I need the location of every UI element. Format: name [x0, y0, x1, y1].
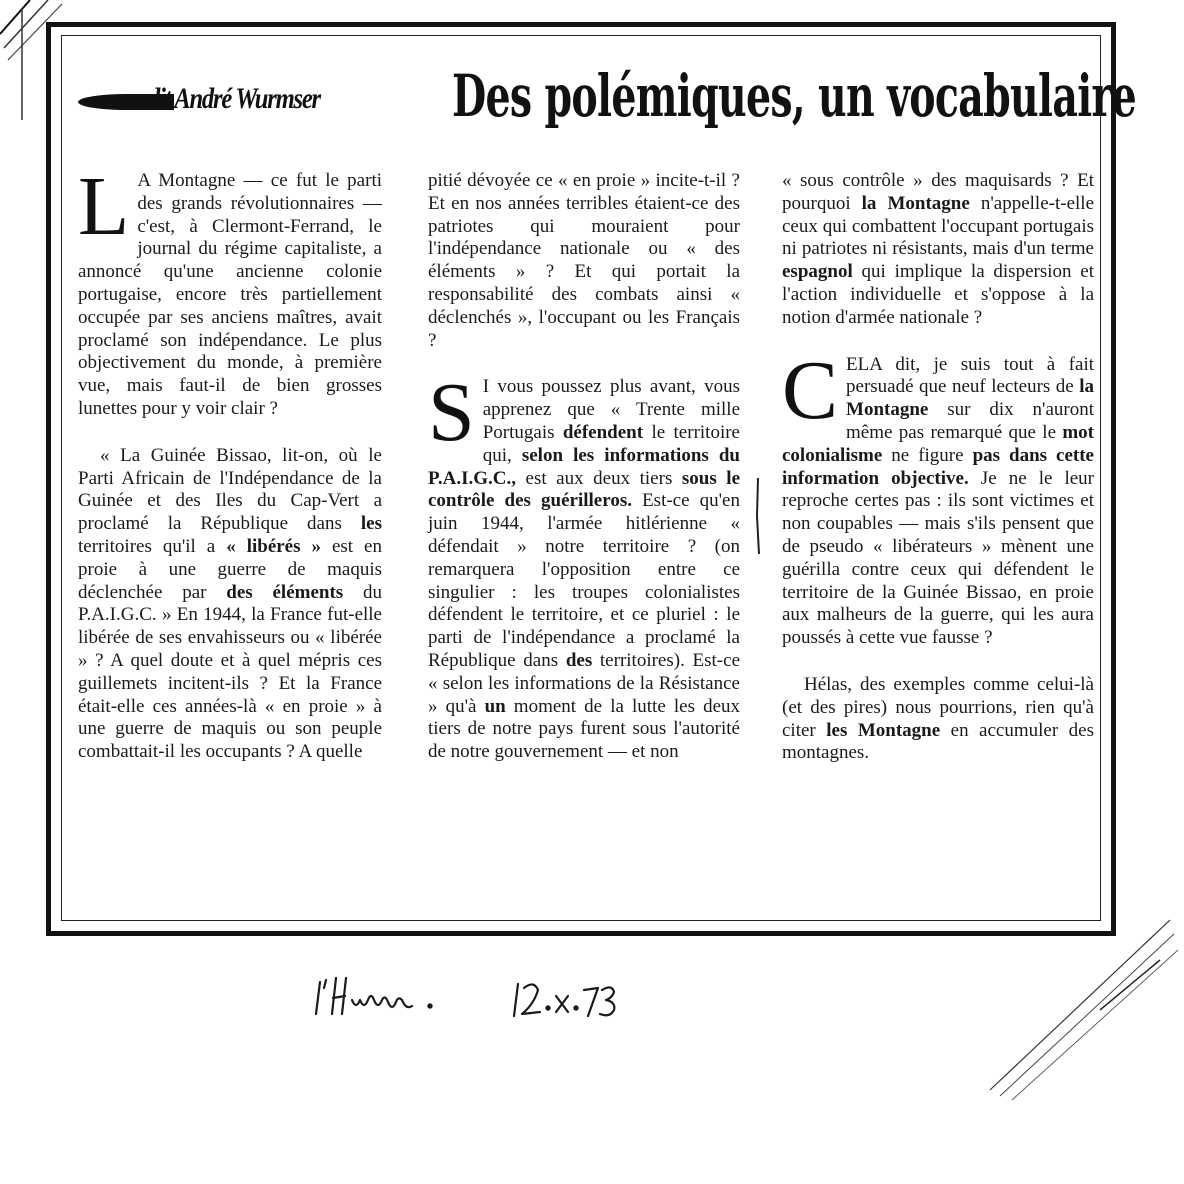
drop-cap: L [78, 160, 130, 253]
paragraph-text: pitié dévoyée ce « en proie » incite-t-il ? Et en nos années terribles étaient-ce des patriotes qui mouraient pour l'indépendance nationale ou « des éléments » ? Et qui portait la responsabilité des combats ainsi « déclenchés », l'occupant ou les Français ? [428, 170, 740, 351]
paragraph [428, 170, 740, 352]
text-run: le territoire qui, [482, 421, 740, 466]
bold-run: défendent [562, 421, 644, 443]
diagonal-pen-strokes-icon [960, 900, 1184, 1120]
text-run: Hélas, des exemples comme celui-là (et des pires) nous pourrions, rien qu'à citer [782, 673, 1094, 741]
text-run: moment de la lutte les deux tiers de notre pays furent sous l'autorité de notre gouvernement — et non [428, 695, 741, 763]
text-run: est en proie à une guerre de maquis déclenchée par [78, 535, 382, 603]
bold-run: selon les informations du P.A.I.G.C., [428, 444, 741, 489]
article-column-1 [78, 160, 383, 788]
paragraph [78, 160, 382, 421]
text-run: territoires qu'il a [78, 535, 227, 557]
bold-run: pas dans cette information objective. [782, 444, 1094, 489]
text-run: Je ne le leur reproche certes pas : ils sont victimes et non coupables — mais s'ils pensent que de pseudo « libérateurs » mènent une guérilla contre ceux qui défendent le territoire de la Guinée Bissao, en proie aux malheurs de la guerre, qui les aura poussés à cette vue fausse ? [782, 467, 1095, 649]
text-run: sur dix n'auront même pas remarqué que le [846, 399, 1094, 443]
drop-cap: C [782, 343, 839, 437]
text-run: « La Guinée Bissao, lit-on, où le Parti Africain de l'Indépendance de la Guinée et des Iles du Cap-Vert a proclamé la République dans [78, 444, 382, 535]
drop-cap: S [428, 366, 475, 460]
bold-run: un [484, 695, 506, 717]
bold-run: des [565, 649, 593, 671]
paragraph [782, 343, 1095, 650]
text-run: est aux deux tiers [515, 467, 682, 489]
text-run: du P.A.I.G.C. » En 1944, la France fut-elle libérée de ses envahisseurs ou « libérée » ? A quel doute et à quel mépris ces guillemets incitent-ils ? Et la France était-elle ces années-là « en proie » à une guerre de maquis ou son peuple combattait-il les occupants ? A quelle [78, 581, 383, 763]
paragraph [428, 366, 741, 764]
text-run: « sous contrôle » des maquisards ? Et pourquoi [782, 170, 1094, 214]
bold-run: espagnol [782, 261, 853, 283]
bold-run: les Montagne [826, 719, 941, 741]
article-column-2 [428, 170, 740, 788]
paragraph-text: A Montagne — ce fut le parti des grands révolutionnaires — c'est, à Clermont-Ferrand, le journal du régime capitaliste, a annoncé qu'une ancienne colonie portugaise, encore très partiellement occupée par ses anciens maîtres, avait proclamé son indépendance. Le plus objectivement du monde, à première vue, mais faut-il de bien grosses lunettes pour y voir clair ? [78, 170, 382, 419]
bold-run: la Montagne [846, 376, 1094, 421]
article-column-3 [782, 170, 1094, 789]
margin-pen-mark-icon [752, 476, 764, 556]
bold-run: des éléments [226, 581, 344, 603]
text-run: territoires). Est-ce « selon les informations de la Résistance » qu'à [428, 649, 740, 717]
paragraph [782, 170, 1094, 330]
byline-text: dit André Wurmser [148, 82, 320, 115]
bold-run: sous le contrôle des guérilleros. [428, 467, 740, 512]
paragraph [78, 445, 382, 764]
bold-run: les [360, 513, 382, 535]
paragraph [782, 674, 1094, 765]
text-run: ne figure [882, 444, 973, 466]
text-run: I vous poussez plus avant, vous apprenez que « Trente mille Portugais [482, 376, 740, 443]
handwritten-source-note [312, 966, 692, 1036]
text-run: n'appelle-t-elle ceux qui combattent l'occupant portugais ni patriotes ni résistants, mais d'un terme [782, 192, 1094, 260]
byline [78, 82, 360, 122]
bold-run: « libérés » [226, 535, 321, 557]
headline: Des polémiques, un vocabulaire [452, 62, 1137, 130]
text-run: ELA dit, je suis tout à fait persuadé que neuf lecteurs de [846, 353, 1094, 398]
bold-run: la Montagne [861, 192, 970, 214]
text-run: en accumuler des montagnes. [782, 719, 1094, 764]
bold-run: mot colonialisme [782, 421, 1094, 466]
text-run: qui implique la dispersion et l'action individuelle et s'oppose à la notion d'armée nationale ? [782, 261, 1094, 328]
text-run: Est-ce qu'en juin 1944, l'armée hitlérienne « défendait » notre territoire ? (on remarquera l'opposition entre ce singulier : les troupes colonialistes défendent le territoire, et ce pluriel : le parti de l'indépendance a proclamé la République dans [428, 490, 740, 671]
